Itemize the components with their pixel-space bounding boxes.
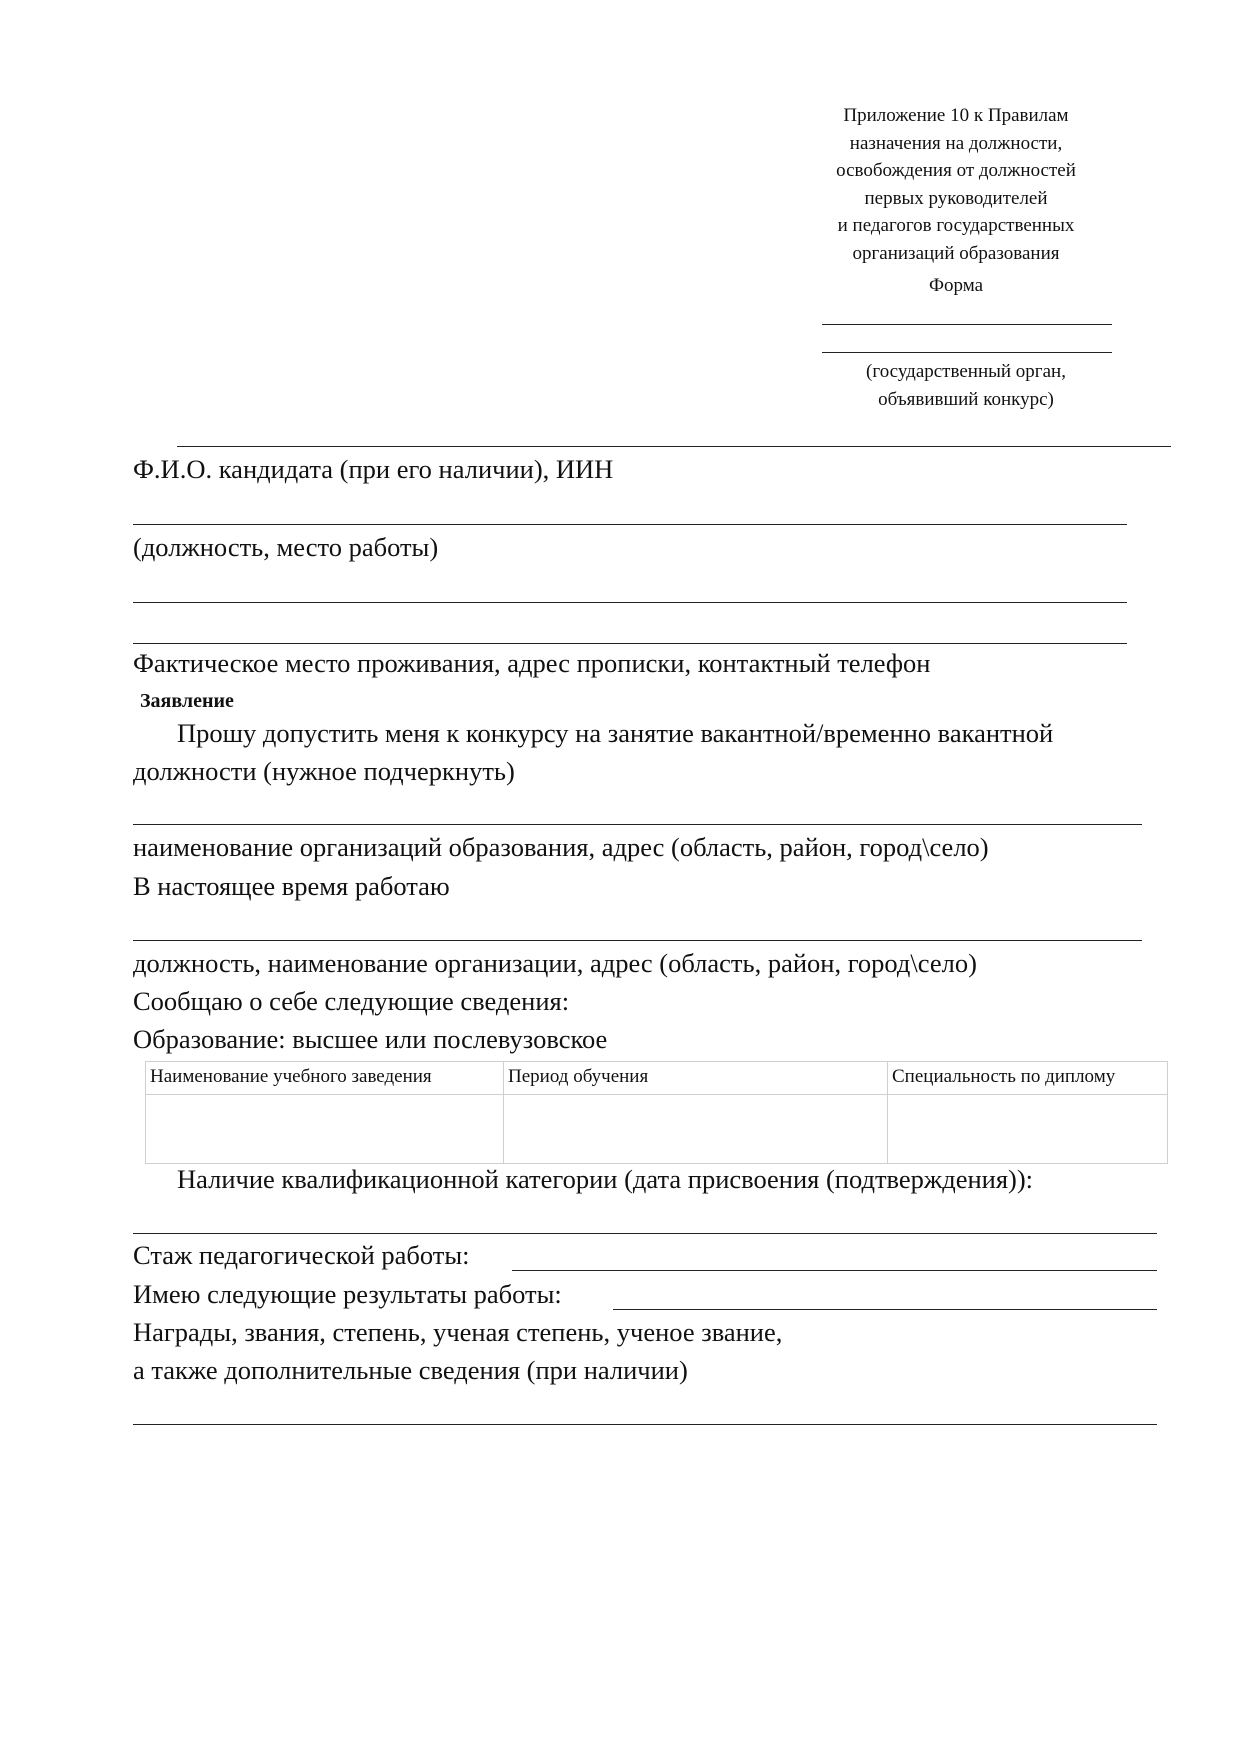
authority-blank-line-2[interactable] <box>822 352 1112 353</box>
current-work-label: В настоящее время работаю <box>133 871 450 901</box>
organization-blank[interactable] <box>133 824 1142 825</box>
appendix-line: и педагогов государственных <box>837 215 1075 236</box>
education-label: Образование: высшее или послевузовское <box>133 1024 608 1054</box>
appendix-line: освобождения от должностей <box>836 160 1076 181</box>
column-header-institution: Наименование учебного заведения <box>146 1062 504 1095</box>
candidate-name-blank[interactable] <box>177 446 1171 447</box>
statement-title: Заявление <box>140 690 234 712</box>
address-label: Фактическое место проживания, адрес прописки, контактный телефон <box>133 648 931 678</box>
institution-cell[interactable] <box>146 1095 504 1164</box>
appendix-line: назначения на должности, <box>849 132 1063 154</box>
results-blank[interactable] <box>613 1309 1157 1310</box>
appendix-line: организаций образования <box>852 242 1060 264</box>
position-blank[interactable] <box>133 524 1127 525</box>
qualification-label: Наличие квалификационной категории (дата присвоения (подтверждения)): <box>177 1164 1034 1194</box>
address-blank-1[interactable] <box>133 602 1127 603</box>
table-row <box>146 1095 1168 1164</box>
experience-blank[interactable] <box>512 1270 1157 1271</box>
education-table <box>145 1061 1168 1164</box>
appendix-header <box>806 102 1106 267</box>
appendix-line: Приложение 10 к Правилам <box>843 105 1069 126</box>
authority-caption-line: объявивший конкурс) <box>878 388 1054 410</box>
column-header-period: Период обучения <box>504 1062 888 1095</box>
qualification-blank[interactable] <box>133 1233 1157 1234</box>
results-label: Имею следующие результаты работы: <box>133 1279 562 1309</box>
request-line-2: должности (нужное подчеркнуть) <box>133 756 515 786</box>
about-me-label: Сообщаю о себе следующие сведения: <box>133 986 570 1016</box>
column-header-specialty: Специальность по диплому <box>888 1062 1168 1095</box>
current-work-blank[interactable] <box>133 940 1142 941</box>
authority-caption-line: (государственный орган, <box>866 361 1066 382</box>
form-label: Форма <box>928 275 984 296</box>
current-work-caption: должность, наименование организации, адрес (область, район, город\село) <box>133 948 977 978</box>
awards-line-1: Награды, звания, степень, ученая степень, ученое звание, <box>133 1317 783 1347</box>
experience-label: Стаж педагогической работы: <box>133 1240 470 1270</box>
position-label: (должность, место работы) <box>133 532 439 562</box>
appendix-line: первых руководителей <box>864 187 1048 209</box>
specialty-cell[interactable] <box>888 1095 1168 1164</box>
education-table-header-row <box>146 1062 1168 1095</box>
candidate-name-label: Ф.И.О. кандидата (при его наличии), ИИН <box>133 454 614 484</box>
address-blank-2[interactable] <box>133 643 1127 644</box>
organization-caption: наименование организаций образования, адрес (область, район, город\село) <box>133 832 989 862</box>
awards-line-2: а также дополнительные сведения (при наличии) <box>133 1355 688 1385</box>
awards-blank[interactable] <box>133 1424 1157 1425</box>
request-line-1: Прошу допустить меня к конкурсу на занятие вакантной/временно вакантной <box>177 718 1054 748</box>
authority-blank-line-1[interactable] <box>822 324 1112 325</box>
authority-caption <box>816 358 1116 413</box>
period-cell[interactable] <box>504 1095 888 1164</box>
